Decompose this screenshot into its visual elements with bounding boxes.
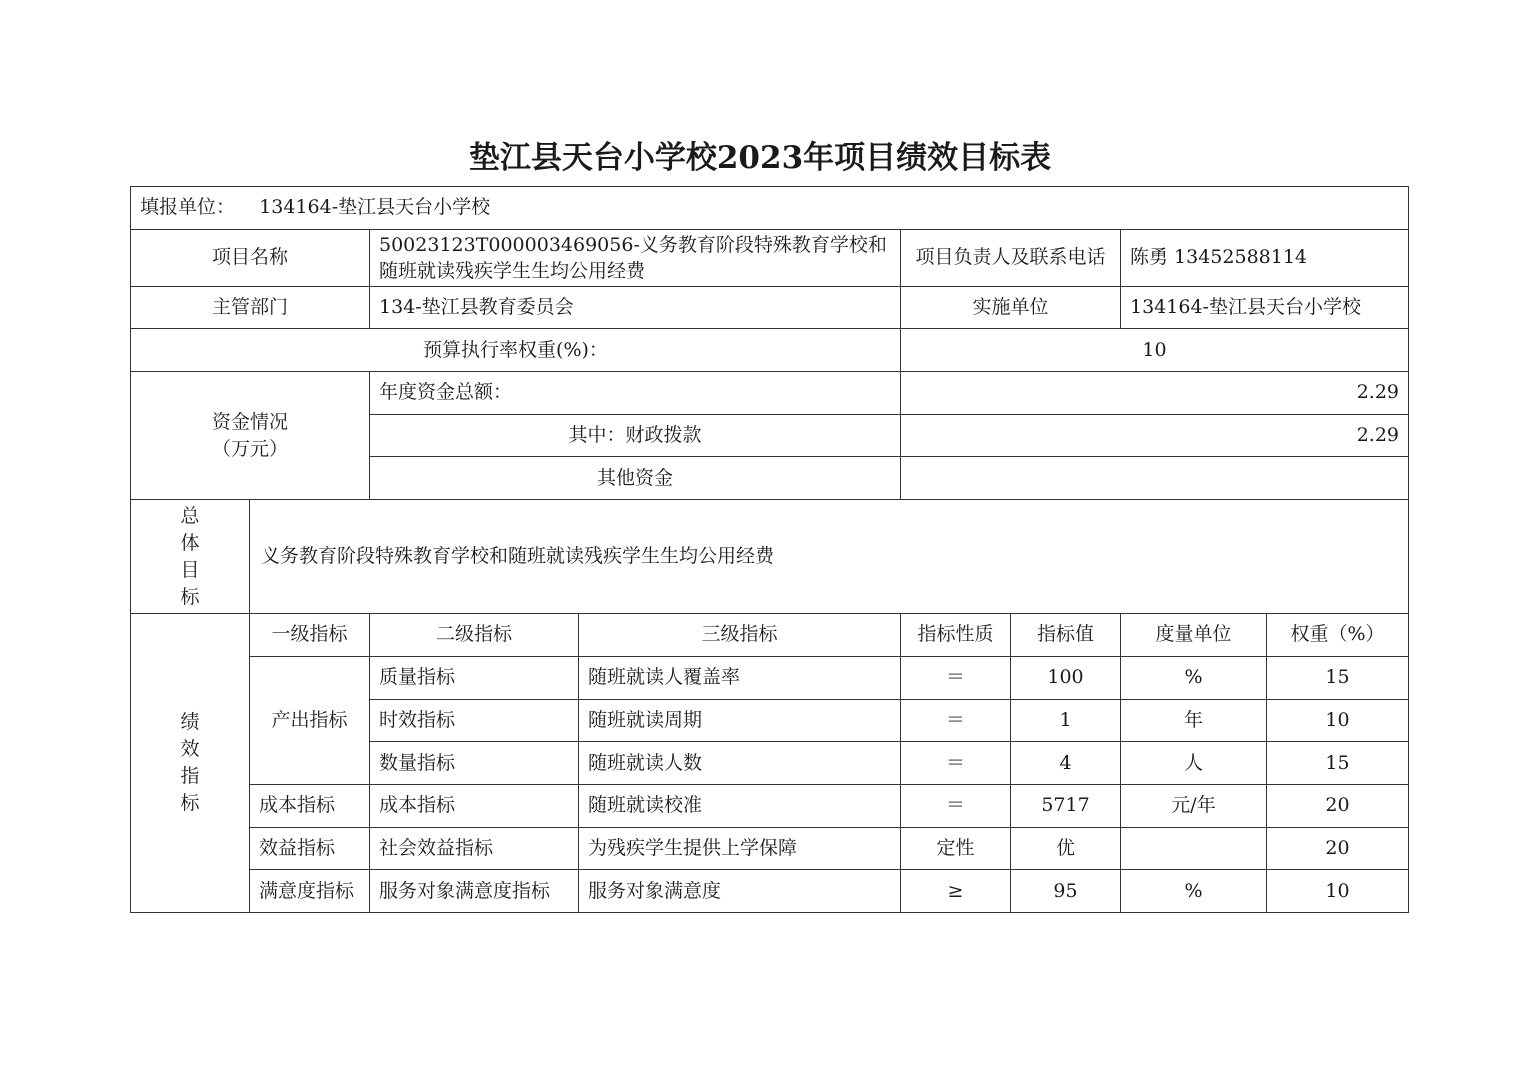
unit-cell: 年 [1121, 699, 1267, 742]
unit-cell: % [1121, 656, 1267, 699]
value-cell: 95 [1011, 870, 1121, 913]
header-unit: 度量单位 [1121, 614, 1267, 657]
overall-goal-label [131, 500, 250, 614]
nature-cell: ＝ [901, 656, 1011, 699]
budget-rate-label: 预算执行率权重(%)： [131, 329, 901, 372]
indicators-label-char: 标 [180, 792, 200, 815]
indicators-label-char: 指 [180, 765, 200, 788]
level3-cell: 随班就读人覆盖率 [579, 656, 901, 699]
funds-total-label: 年度资金总额： [370, 372, 901, 415]
reporting-unit-value: 134164-垫江县天台小学校 [259, 196, 491, 219]
header-nature: 指标性质 [901, 614, 1011, 657]
header-level3: 三级指标 [579, 614, 901, 657]
level3-cell: 随班就读周期 [579, 699, 901, 742]
level3-cell: 服务对象满意度 [579, 870, 901, 913]
funds-other-label: 其他资金 [370, 457, 901, 500]
unit-cell: 元/年 [1121, 784, 1267, 827]
funds-other-value [901, 457, 1409, 500]
budget-rate-row [131, 329, 1409, 372]
project-name-value: 50023123T000003469056-义务教育阶段特殊教育学校和随班就读残疾学生生均公用经费 [370, 229, 901, 286]
weight-cell: 15 [1267, 742, 1409, 785]
level2-cell: 服务对象满意度指标 [370, 870, 579, 913]
weight-cell: 20 [1267, 827, 1409, 870]
implementing-unit-label: 实施单位 [901, 286, 1121, 329]
value-cell: 优 [1011, 827, 1121, 870]
level2-cell: 质量指标 [370, 656, 579, 699]
level2-cell: 成本指标 [370, 784, 579, 827]
project-name-row [131, 229, 1409, 286]
indicator-header-row [131, 614, 1409, 657]
table-row [131, 827, 1409, 870]
nature-cell: ＝ [901, 784, 1011, 827]
reporting-unit-cell [131, 187, 1409, 230]
project-name-label: 项目名称 [131, 229, 370, 286]
unit-cell: 人 [1121, 742, 1267, 785]
budget-rate-value: 10 [901, 329, 1409, 372]
level3-cell: 随班就读人数 [579, 742, 901, 785]
goal-label-char: 体 [180, 531, 200, 554]
unit-cell: % [1121, 870, 1267, 913]
value-cell: 5717 [1011, 784, 1121, 827]
level2-cell: 数量指标 [370, 742, 579, 785]
page-title: 垫江县天台小学校2023年项目绩效目标表 [468, 140, 1052, 176]
funds-label-line1: 资金情况 [211, 410, 288, 433]
weight-cell: 15 [1267, 656, 1409, 699]
table-row [131, 784, 1409, 827]
indicators-label [131, 614, 250, 913]
funds-fiscal-value: 2.29 [901, 414, 1409, 457]
goal-label-char: 目 [180, 558, 200, 581]
funds-total-row [131, 372, 1409, 415]
level2-cell: 社会效益指标 [370, 827, 579, 870]
header-level1: 一级指标 [250, 614, 370, 657]
department-row [131, 286, 1409, 329]
value-cell: 1 [1011, 699, 1121, 742]
header-value: 指标值 [1011, 614, 1121, 657]
nature-cell: ＝ [901, 742, 1011, 785]
weight-cell: 20 [1267, 784, 1409, 827]
nature-cell: ＝ [901, 699, 1011, 742]
level1-cell: 效益指标 [250, 827, 370, 870]
goal-label-char: 总 [180, 504, 200, 527]
reporting-unit-label: 填报单位： [140, 196, 236, 219]
header-weight: 权重（%） [1267, 614, 1409, 657]
table-row [131, 870, 1409, 913]
unit-cell [1121, 827, 1267, 870]
indicators-label-char: 绩 [180, 711, 200, 734]
department-label: 主管部门 [131, 286, 370, 329]
table-row [131, 656, 1409, 699]
implementing-unit-value: 134164-垫江县天台小学校 [1121, 286, 1409, 329]
level3-cell: 为残疾学生提供上学保障 [579, 827, 901, 870]
funds-total-value: 2.29 [901, 372, 1409, 415]
nature-cell: 定性 [901, 827, 1011, 870]
department-value: 134-垫江县教育委员会 [370, 286, 901, 329]
project-owner-value: 陈勇 13452588114 [1121, 229, 1409, 286]
funds-fiscal-label: 其中：财政拨款 [370, 414, 901, 457]
goal-label-char: 标 [180, 585, 200, 608]
level1-cell: 满意度指标 [250, 870, 370, 913]
indicators-label-char: 效 [180, 738, 200, 761]
level3-cell: 随班就读校准 [579, 784, 901, 827]
overall-goal-row [131, 500, 1409, 614]
funds-label-line2: （万元） [211, 437, 288, 460]
reporting-unit-row [131, 187, 1409, 230]
weight-cell: 10 [1267, 870, 1409, 913]
project-owner-label: 项目负责人及联系电话 [901, 229, 1121, 286]
performance-target-table [130, 186, 1409, 913]
nature-cell: ≥ [901, 870, 1011, 913]
funds-label [131, 372, 370, 500]
value-cell: 4 [1011, 742, 1121, 785]
overall-goal-text: 义务教育阶段特殊教育学校和随班就读残疾学生生均公用经费 [250, 500, 1409, 614]
header-level2: 二级指标 [370, 614, 579, 657]
output-indicator-group: 产出指标 [250, 656, 370, 784]
level1-cell: 成本指标 [250, 784, 370, 827]
weight-cell: 10 [1267, 699, 1409, 742]
value-cell: 100 [1011, 656, 1121, 699]
level2-cell: 时效指标 [370, 699, 579, 742]
